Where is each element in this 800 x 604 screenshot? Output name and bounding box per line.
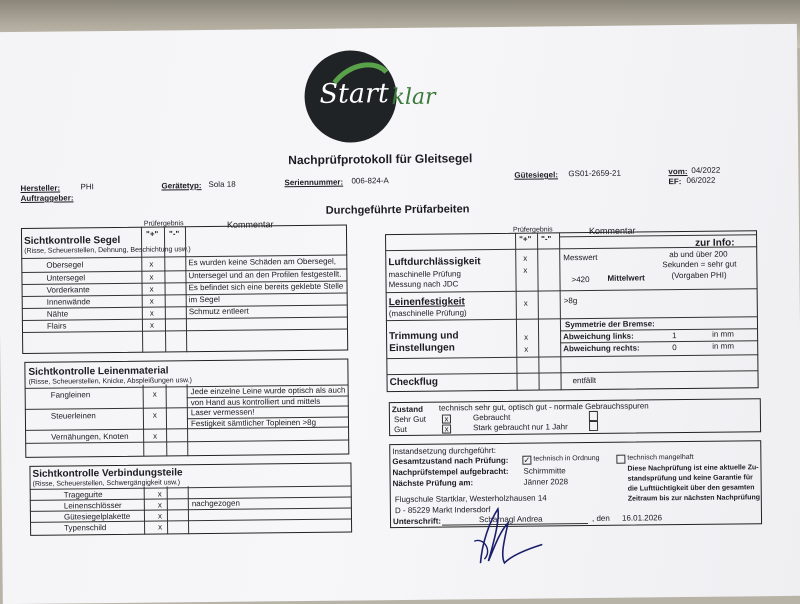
leinen-row-mark: x <box>153 431 158 441</box>
abw-rechts: Abweichung rechts: <box>563 343 640 354</box>
trimm-mark: x <box>524 344 529 354</box>
verbindung-row-mark: x <box>157 500 162 510</box>
leinen-title: Sichtkontrolle Leinenmaterial <box>28 365 169 378</box>
in-ordnung-label: technisch in Ordnung <box>533 454 600 463</box>
sehr-gut-checkbox[interactable]: x <box>442 414 451 423</box>
ab-200: ab und über 200 <box>669 249 728 260</box>
stark-label: Stark gebraucht nur 1 Jahr <box>473 422 568 433</box>
verbindung-row-label: Leinenschlösser <box>63 500 122 511</box>
verbindung-row-comment: nachgezogen <box>191 498 240 509</box>
auftraggeber-label: Auftraggeber: <box>20 193 74 203</box>
verbindung-sub: (Risse, Scheuerstellen, Schwergängigkeit usw.) <box>32 479 181 488</box>
segel-row-label: Nähte <box>46 309 69 319</box>
segel-row-comment: Schmutz entleert <box>188 306 249 317</box>
segel-row-label: Obersegel <box>46 260 84 270</box>
segel-row-mark: x <box>149 320 155 330</box>
segel-row-label: Untersegel <box>46 273 86 283</box>
verbindung-row-mark: x <box>157 511 163 521</box>
leinen-row-mark: x <box>152 389 157 399</box>
leinen-row-mark: x <box>152 410 157 420</box>
logo-klar: klar <box>391 84 436 111</box>
col-plus: "+" <box>145 229 159 239</box>
segel-row-mark: x <box>149 284 154 294</box>
zustand-label: Zustand <box>391 404 424 415</box>
rechts-val: 0 <box>672 343 677 353</box>
verbindung-row-mark: x <box>158 522 163 532</box>
leinen-row-label: Fangleinen <box>50 390 91 400</box>
mangelhaft-checkbox[interactable] <box>616 455 625 464</box>
naechste-label: Nächste Prüfung am: <box>392 478 474 489</box>
leinen-comment: von Hand aus kontrolliert und mittels <box>190 396 321 408</box>
col-minus: "-" <box>168 229 180 239</box>
segel-row-comment: Es wurden keine Schäden am Obersegel, <box>188 256 336 268</box>
segel-row-mark: x <box>149 296 154 306</box>
vorgaben: (Vorgaben PHI) <box>671 270 727 281</box>
leinenf-sub: (maschinelle Prüfung) <box>388 308 467 319</box>
segel-row-label: Innenwände <box>46 297 91 307</box>
gut-label: Gut <box>394 424 408 435</box>
disclaimer-note: die Lufttüchtigkeit über den gesamten <box>627 484 755 493</box>
luft-title: Luftdurchlässigkeit <box>388 256 481 269</box>
ef-value: 06/2022 <box>686 175 716 185</box>
links-unit: in mm <box>712 329 734 339</box>
rechts-unit: in mm <box>712 341 735 351</box>
messwert-label: Messwert <box>563 252 598 263</box>
verbindung-row-mark: x <box>157 489 162 499</box>
logo-start: Start <box>319 78 389 110</box>
leinen-comment: Festigkeit sämtlicher Topleinen >8g <box>190 417 317 429</box>
gebraucht-label: Gebraucht <box>472 412 511 423</box>
segel-row-comment: Untersegel und an den Profilen festgestellt. <box>188 269 342 281</box>
col-kommentar: Kommentar <box>226 219 274 230</box>
leinen-row-label: Vernähungen, Knoten <box>51 431 129 442</box>
section-title: Durchgeführte Prüfarbeiten <box>325 203 470 217</box>
disclaimer-note: Diese Nachprüfung ist eine aktuelle Zu- <box>627 464 759 473</box>
leinen-comment: Jede einzelne Leine wurde optisch als auch <box>190 385 346 397</box>
serie-label: Seriennummer: <box>284 177 344 188</box>
col-plus: "+" <box>519 234 532 244</box>
ef-label: EF: <box>668 177 682 187</box>
leinen-comment: Laser vermessen! <box>190 407 255 418</box>
gebraucht-checkbox[interactable] <box>589 411 598 421</box>
naechste-value: Jänner 2028 <box>523 477 569 487</box>
stempel-value: Schirmmitte <box>523 466 566 476</box>
leinenf-title: Leinenfestigkeit <box>388 296 465 309</box>
luft-mark: x <box>523 253 528 263</box>
vom-label: vom: <box>668 166 688 177</box>
serie-value: 006-824-A <box>351 176 389 186</box>
guetesiegel-value: GS01-2659-21 <box>568 168 621 179</box>
mittelwert: Mittelwert <box>607 273 645 283</box>
disclaimer-note: Zeitraum bis zur nächsten Nachprüfung <box>627 494 761 503</box>
leinen-row-label: Steuerleinen <box>50 411 96 421</box>
address-line: D - 85229 Markt Indersdorf <box>394 505 491 516</box>
geraetetyp-value: Sola 18 <box>208 179 236 189</box>
gut-checkbox[interactable]: x <box>442 424 451 433</box>
luft-mark: x <box>523 265 528 275</box>
protocol-sheet <box>0 24 800 604</box>
leinen-sub: (Risse, Scheuerstellen, Knicke, Abspleißungen usw.) <box>28 377 192 386</box>
links-val: 1 <box>672 331 677 341</box>
gt8g: >8g <box>563 296 578 306</box>
segel-row-label: Vorderkante <box>46 285 90 295</box>
unterschrift-label: Unterschrift: <box>392 516 442 527</box>
disclaimer-note: standsprüfung und keine Garantie für <box>627 474 753 483</box>
unterschrift-name: Scharnagl Andrea <box>478 514 543 525</box>
trimm-title2: Einstellungen <box>389 342 455 355</box>
sehr-gut-label: Sehr Gut <box>393 414 427 425</box>
vom-value: 04/2022 <box>691 165 721 175</box>
trimm-mark: x <box>524 332 529 342</box>
segel-row-comment: Es befindet sich eine bereits geklebte Stelle <box>188 281 344 293</box>
col-minus: "-" <box>541 234 552 244</box>
segel-row-comment: im Segel <box>188 294 220 305</box>
den-label: , den <box>591 513 610 523</box>
symmetrie: Symmetrie der Bremse: <box>564 319 655 330</box>
segel-row-mark: x <box>149 272 154 282</box>
geraetetyp-label: Gerätetyp: <box>161 181 202 191</box>
verbindung-row-label: Trageguṙte <box>63 490 103 500</box>
zustand-text: technisch sehr gut, optisch gut - normale Gebrauchsspuren <box>438 401 649 413</box>
gesamt-label: Gesamtzustand nach Prüfung: <box>392 455 509 467</box>
trimm-title: Trimmung und <box>389 330 459 343</box>
hersteller-value: PHI <box>80 182 94 192</box>
signature <box>470 500 551 571</box>
page-title: Nachprüfprotokoll für Gleitsegel <box>288 151 473 168</box>
col-kommentar: Kommentar <box>588 225 636 237</box>
segel-row-mark: x <box>149 259 154 269</box>
hersteller-label: Hersteller: <box>20 183 61 193</box>
stempel-label: Nachprüfstempel aufgebracht: <box>392 466 509 478</box>
segel-row-mark: x <box>149 308 154 318</box>
checkflug: Checkflug <box>389 376 438 389</box>
verbindung-title: Sichtkontrolle Verbindungsteile <box>32 467 183 480</box>
datum-value: 16.01.2026 <box>621 513 663 523</box>
abw-links: Abweichung links: <box>563 331 634 342</box>
mangelhaft-label: technisch mangelhaft <box>627 453 694 462</box>
segel-row-label: Flairs <box>46 321 67 331</box>
leinenf-mark: x <box>523 298 528 308</box>
sekunden: Sekunden = sehr gut <box>662 259 737 270</box>
entfaellt: entfällt <box>572 375 597 386</box>
instand-title: Instandsetzung durchgeführt: <box>392 446 496 457</box>
verbindung-row-label: Typenschild <box>64 523 107 533</box>
stark-checkbox[interactable] <box>589 421 598 431</box>
segel-title: Sichtkontrolle Segel <box>24 234 121 247</box>
luft-sub: maschinelle Prüfung <box>388 269 461 280</box>
zur-info: zur Info: <box>695 237 735 249</box>
col-pruefergebnis: Prüfergebnis <box>143 220 184 228</box>
luft-sub: Messung nach JDC <box>388 279 459 290</box>
in-ordnung-checkbox[interactable]: ✓ <box>523 455 531 465</box>
col-pruefergebnis: Prüfergebnis <box>512 226 553 234</box>
verbindung-row-label: Gütesiegelplakette <box>63 511 131 522</box>
address-line: Flugschule Startklar, Westerholzhausen 14 <box>394 493 547 505</box>
segel-sub: (Risse, Scheuerstellen, Dehnung, Beschichtung usw.) <box>24 246 191 255</box>
guetesiegel-label: Gütesiegel: <box>514 170 559 180</box>
val-420: >420 <box>571 275 590 285</box>
